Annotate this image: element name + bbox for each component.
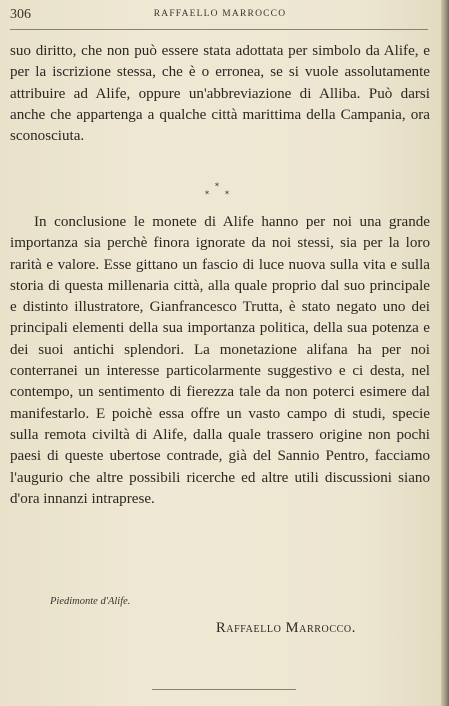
asterism-star: * xyxy=(215,182,219,191)
running-head: RAFFAELLO MARROCCO xyxy=(153,9,287,19)
paragraph-2: In conclusione le monete di Alife hanno per noi una grande importanza sia perchè finora ignorate da noi stessi, sia per la loro rarità e valore. Esse gittano un fascio di luce nuova sulla vita e sulla storia di questa millenaria città, alla quale proprio dal suo principale e distinto illustratore, Gianfrancesco Trutta, è stato negato uno dei principali elementi della sua importanza politica, della sua potenza e dei suoi antichi splendori. La monetazione alifana ha per noi conterranei un interesse particolarmente suggestivo e ci desta, nel contempo, un sentimento di fierezza tale da non poterci esimere dal manifestarlo. E poichè essa offre un vasto campo di studi, specie sulla remota civiltà di Alife, dalla quale trassero origine non pochi paesi di queste ubertose contrade, già del Sannio Pentro, facciamo l'augurio che altre possibili ricerche ed altre utili discussioni siano d'ora innanzi intraprese. xyxy=(10,214,430,507)
page-header xyxy=(10,7,430,23)
paragraph-1: suo diritto, che non può essere stata adottata per simbolo da Alife, e per la iscrizione stessa, che è o erronea, se si vuole assolutamente attribuire ad Alife, oppure un'abbreviazione di Alliba. Può darsi anche che appartenga a qualche città marittima della Campania, ora sconosciuta. xyxy=(10,43,430,145)
asterism-star: * xyxy=(225,190,229,199)
page-edge xyxy=(441,0,449,706)
header-rule xyxy=(10,29,428,30)
author-signature: Raffaello Marrocco. xyxy=(216,620,356,636)
bottom-rule xyxy=(152,689,296,690)
asterism-divider xyxy=(205,182,235,204)
asterism-star: * xyxy=(205,190,209,199)
place-line: Piedimonte d'Alife. xyxy=(50,596,131,607)
page-number: 306 xyxy=(10,7,31,22)
